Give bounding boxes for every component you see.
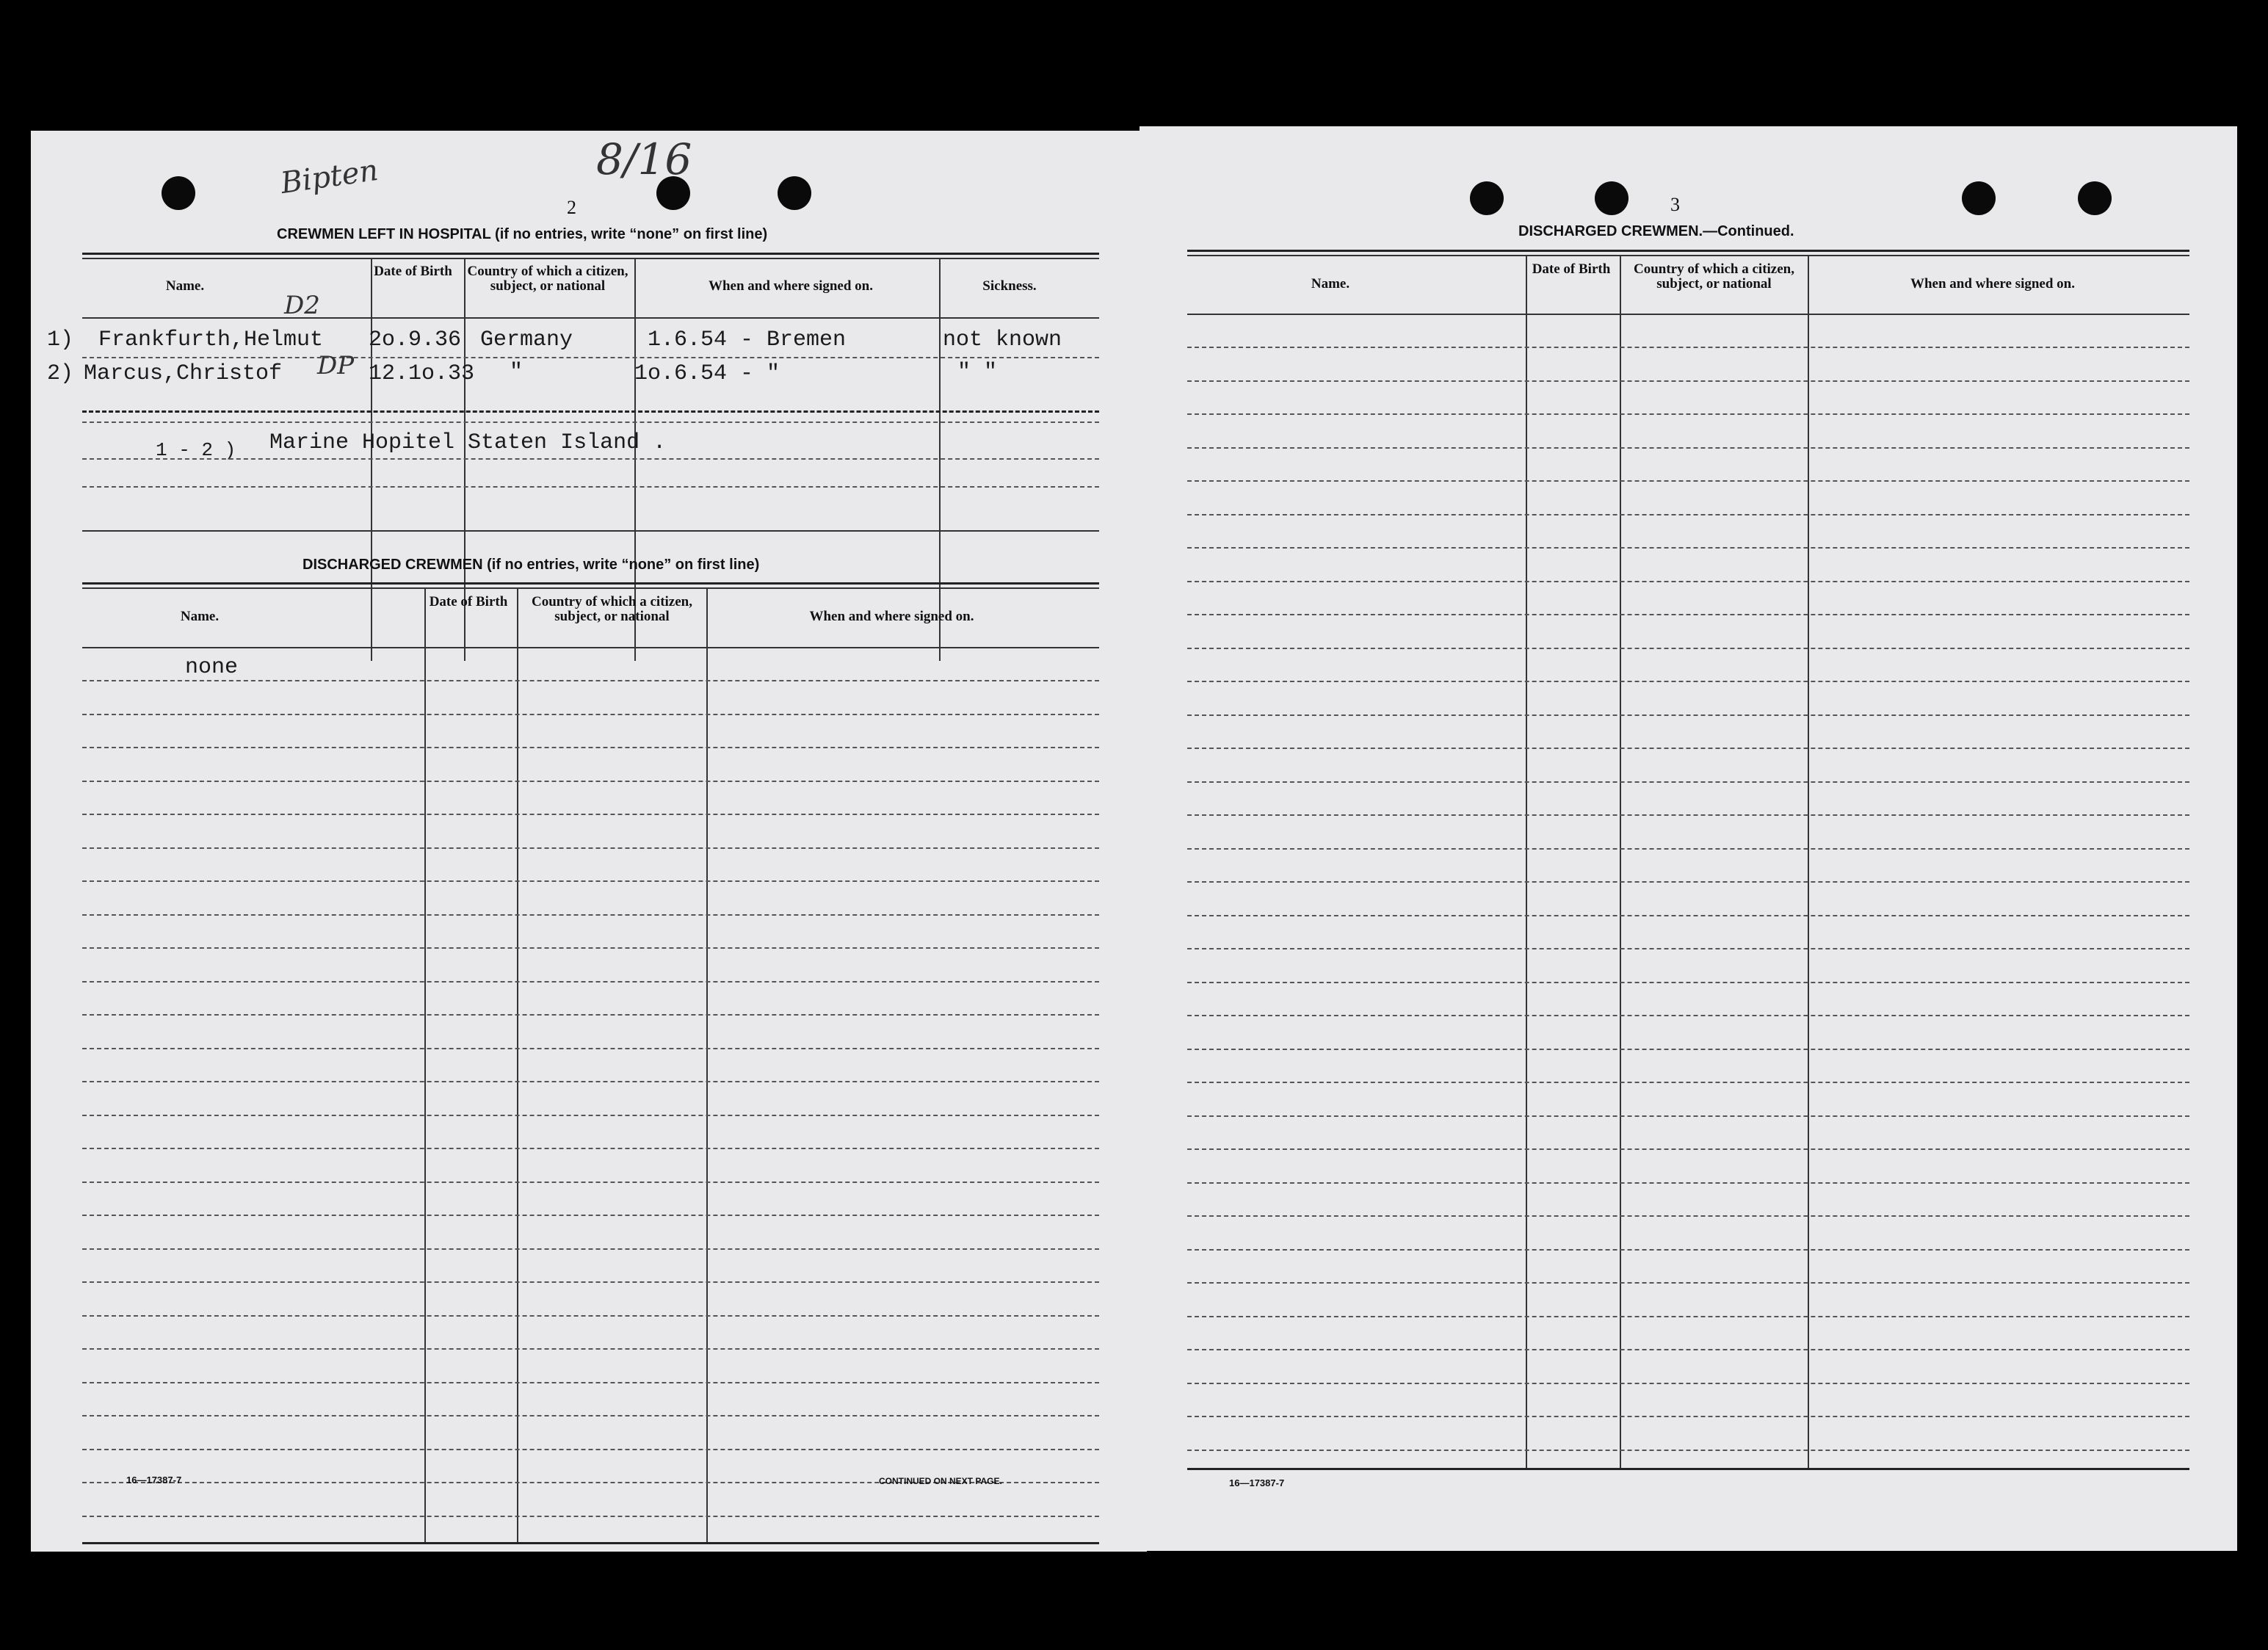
note-text: Marine Hopitel Staten Island . <box>269 430 667 455</box>
col-header-signed: When and where signed on. <box>809 609 974 624</box>
punch-hole <box>1962 181 1996 215</box>
punch-hole <box>162 176 195 210</box>
col-header-dob: Date of Birth <box>1532 261 1611 277</box>
col-header-name: Name. <box>1311 276 1350 292</box>
column-divider <box>1620 256 1621 1469</box>
col-header-signed: When and where signed on. <box>708 278 873 294</box>
row-line <box>82 357 1099 358</box>
form-number: 16—17387-7 <box>126 1474 182 1486</box>
rule <box>1187 255 2189 256</box>
row-line <box>82 1048 1099 1049</box>
row-line <box>82 1081 1099 1082</box>
punch-hole <box>1470 181 1504 215</box>
row-line <box>1187 547 2189 549</box>
name-annotation: D2 <box>284 291 320 320</box>
row-line <box>1187 1082 2189 1083</box>
punch-hole <box>778 176 811 210</box>
row-line <box>82 880 1099 882</box>
discharged-heading: DISCHARGED CREWMEN (if no entries, write “none” on first line) <box>302 557 760 573</box>
crewman-dob: 2o.9.36 <box>369 328 462 352</box>
row-line <box>1187 581 2189 582</box>
crewman-signed: 1.6.54 - Bremen <box>648 328 847 352</box>
row-line <box>82 1182 1099 1183</box>
column-divider <box>1526 256 1527 1469</box>
row-line <box>1187 1015 2189 1016</box>
col-header-name: Name. <box>165 278 205 294</box>
row-line <box>82 914 1099 916</box>
handwritten-number: 8/16 <box>596 134 692 184</box>
crewman-country: Germany <box>480 328 573 352</box>
column-divider <box>706 588 708 1543</box>
row-line <box>1187 1349 2189 1350</box>
col-header-country: Country of which a citizen, subject, or national <box>1633 261 1794 292</box>
row-line <box>1187 848 2189 850</box>
rule <box>1187 314 2189 315</box>
row-line <box>1187 1282 2189 1284</box>
row-line <box>1187 1249 2189 1251</box>
col-header-sickness: Sickness. <box>982 278 1037 294</box>
rule <box>82 317 1099 319</box>
row-line <box>1187 748 2189 749</box>
row-line <box>82 1215 1099 1216</box>
row-line <box>1187 814 2189 816</box>
column-divider <box>1808 256 1809 1469</box>
rule <box>82 258 1099 259</box>
row-line <box>1187 1383 2189 1384</box>
rule <box>82 582 1099 585</box>
row-marker: 1) <box>47 328 74 352</box>
row-line <box>82 714 1099 715</box>
row-line <box>1187 881 2189 883</box>
row-line <box>1187 781 2189 783</box>
left-page <box>31 131 1147 1552</box>
row-line <box>1187 948 2189 949</box>
row-line <box>82 1382 1099 1383</box>
row-line <box>82 410 1099 413</box>
row-annotation: DP <box>317 351 355 380</box>
row-line <box>1187 614 2189 615</box>
col-header-name: Name. <box>180 609 220 624</box>
col-header-dob: Date of Birth <box>374 264 452 279</box>
row-line <box>82 781 1099 782</box>
row-line <box>1187 1416 2189 1417</box>
row-line <box>82 1248 1099 1250</box>
row-line <box>1187 681 2189 682</box>
row-line <box>82 1315 1099 1317</box>
form-number: 16—17387-7 <box>1229 1477 1285 1488</box>
continued-note: CONTINUED ON NEXT PAGE. <box>879 1476 1002 1486</box>
column-divider <box>939 258 941 661</box>
crewman-sickness: " " <box>957 360 998 385</box>
row-line <box>1187 1316 2189 1317</box>
crewman-country: " <box>510 360 523 385</box>
row-line <box>82 747 1099 748</box>
row-line <box>82 814 1099 815</box>
row-line <box>1187 648 2189 649</box>
rule <box>82 587 1099 589</box>
row-line <box>1187 447 2189 449</box>
row-line <box>82 1115 1099 1116</box>
rule <box>1187 1468 2189 1470</box>
row-line <box>1187 1215 2189 1217</box>
crewman-signed: 1o.6.54 - " <box>634 361 780 386</box>
crewman-sickness: not known <box>943 328 1062 352</box>
rule <box>82 530 1099 532</box>
row-line <box>1187 1115 2189 1117</box>
col-header-dob: Date of Birth <box>429 594 508 609</box>
rule <box>82 647 1099 648</box>
row-line <box>82 458 1099 460</box>
row-line <box>1187 1148 2189 1150</box>
col-header-country: Country of which a citizen, subject, or national <box>467 264 628 294</box>
col-header-signed: When and where signed on. <box>1910 276 2075 292</box>
handwritten-note: Bipten <box>278 153 380 201</box>
row-line <box>1187 1182 2189 1184</box>
page-number: 2 <box>567 197 576 218</box>
col-header-country: Country of which a citizen, subject, or national <box>531 594 692 624</box>
row-line <box>82 1449 1099 1450</box>
row-line <box>1187 480 2189 482</box>
punch-hole <box>2078 181 2112 215</box>
crewman-dob: 12.1o.33 <box>369 361 475 386</box>
row-line <box>82 1516 1099 1517</box>
note-marker: 1 - 2 ) <box>156 439 236 461</box>
row-line <box>82 680 1099 681</box>
row-line <box>82 486 1099 488</box>
rule <box>1187 250 2189 252</box>
rule <box>82 1542 1099 1544</box>
row-line <box>82 1415 1099 1416</box>
discharged-continued-heading: DISCHARGED CREWMEN.—Continued. <box>1518 223 1794 239</box>
right-page <box>1140 126 2237 1551</box>
crewman-name: Frankfurth,Helmut <box>98 328 324 352</box>
punch-hole <box>1595 181 1628 215</box>
column-divider <box>517 588 518 1543</box>
row-line <box>1187 915 2189 916</box>
row-line <box>1187 982 2189 983</box>
row-line <box>1187 714 2189 716</box>
row-line <box>1187 347 2189 348</box>
hospital-heading: CREWMEN LEFT IN HOSPITAL (if no entries, write “none” on first line) <box>277 226 768 242</box>
column-divider <box>424 588 426 1543</box>
page-number: 3 <box>1670 194 1680 215</box>
row-line <box>1187 1450 2189 1451</box>
rule <box>82 253 1099 255</box>
row-marker: 2) <box>47 361 74 386</box>
row-line <box>82 981 1099 983</box>
row-line <box>1187 413 2189 415</box>
row-line <box>82 1014 1099 1016</box>
row-line <box>82 1281 1099 1283</box>
row-line <box>82 421 1099 423</box>
row-line <box>82 1348 1099 1350</box>
row-line <box>82 1148 1099 1149</box>
column-divider <box>371 258 372 661</box>
first-entry: none <box>185 655 239 680</box>
row-line <box>1187 380 2189 382</box>
row-line <box>1187 1049 2189 1050</box>
crewman-name: Marcus,Christof <box>84 361 283 386</box>
row-line <box>82 847 1099 849</box>
row-line <box>82 947 1099 949</box>
row-line <box>1187 514 2189 515</box>
